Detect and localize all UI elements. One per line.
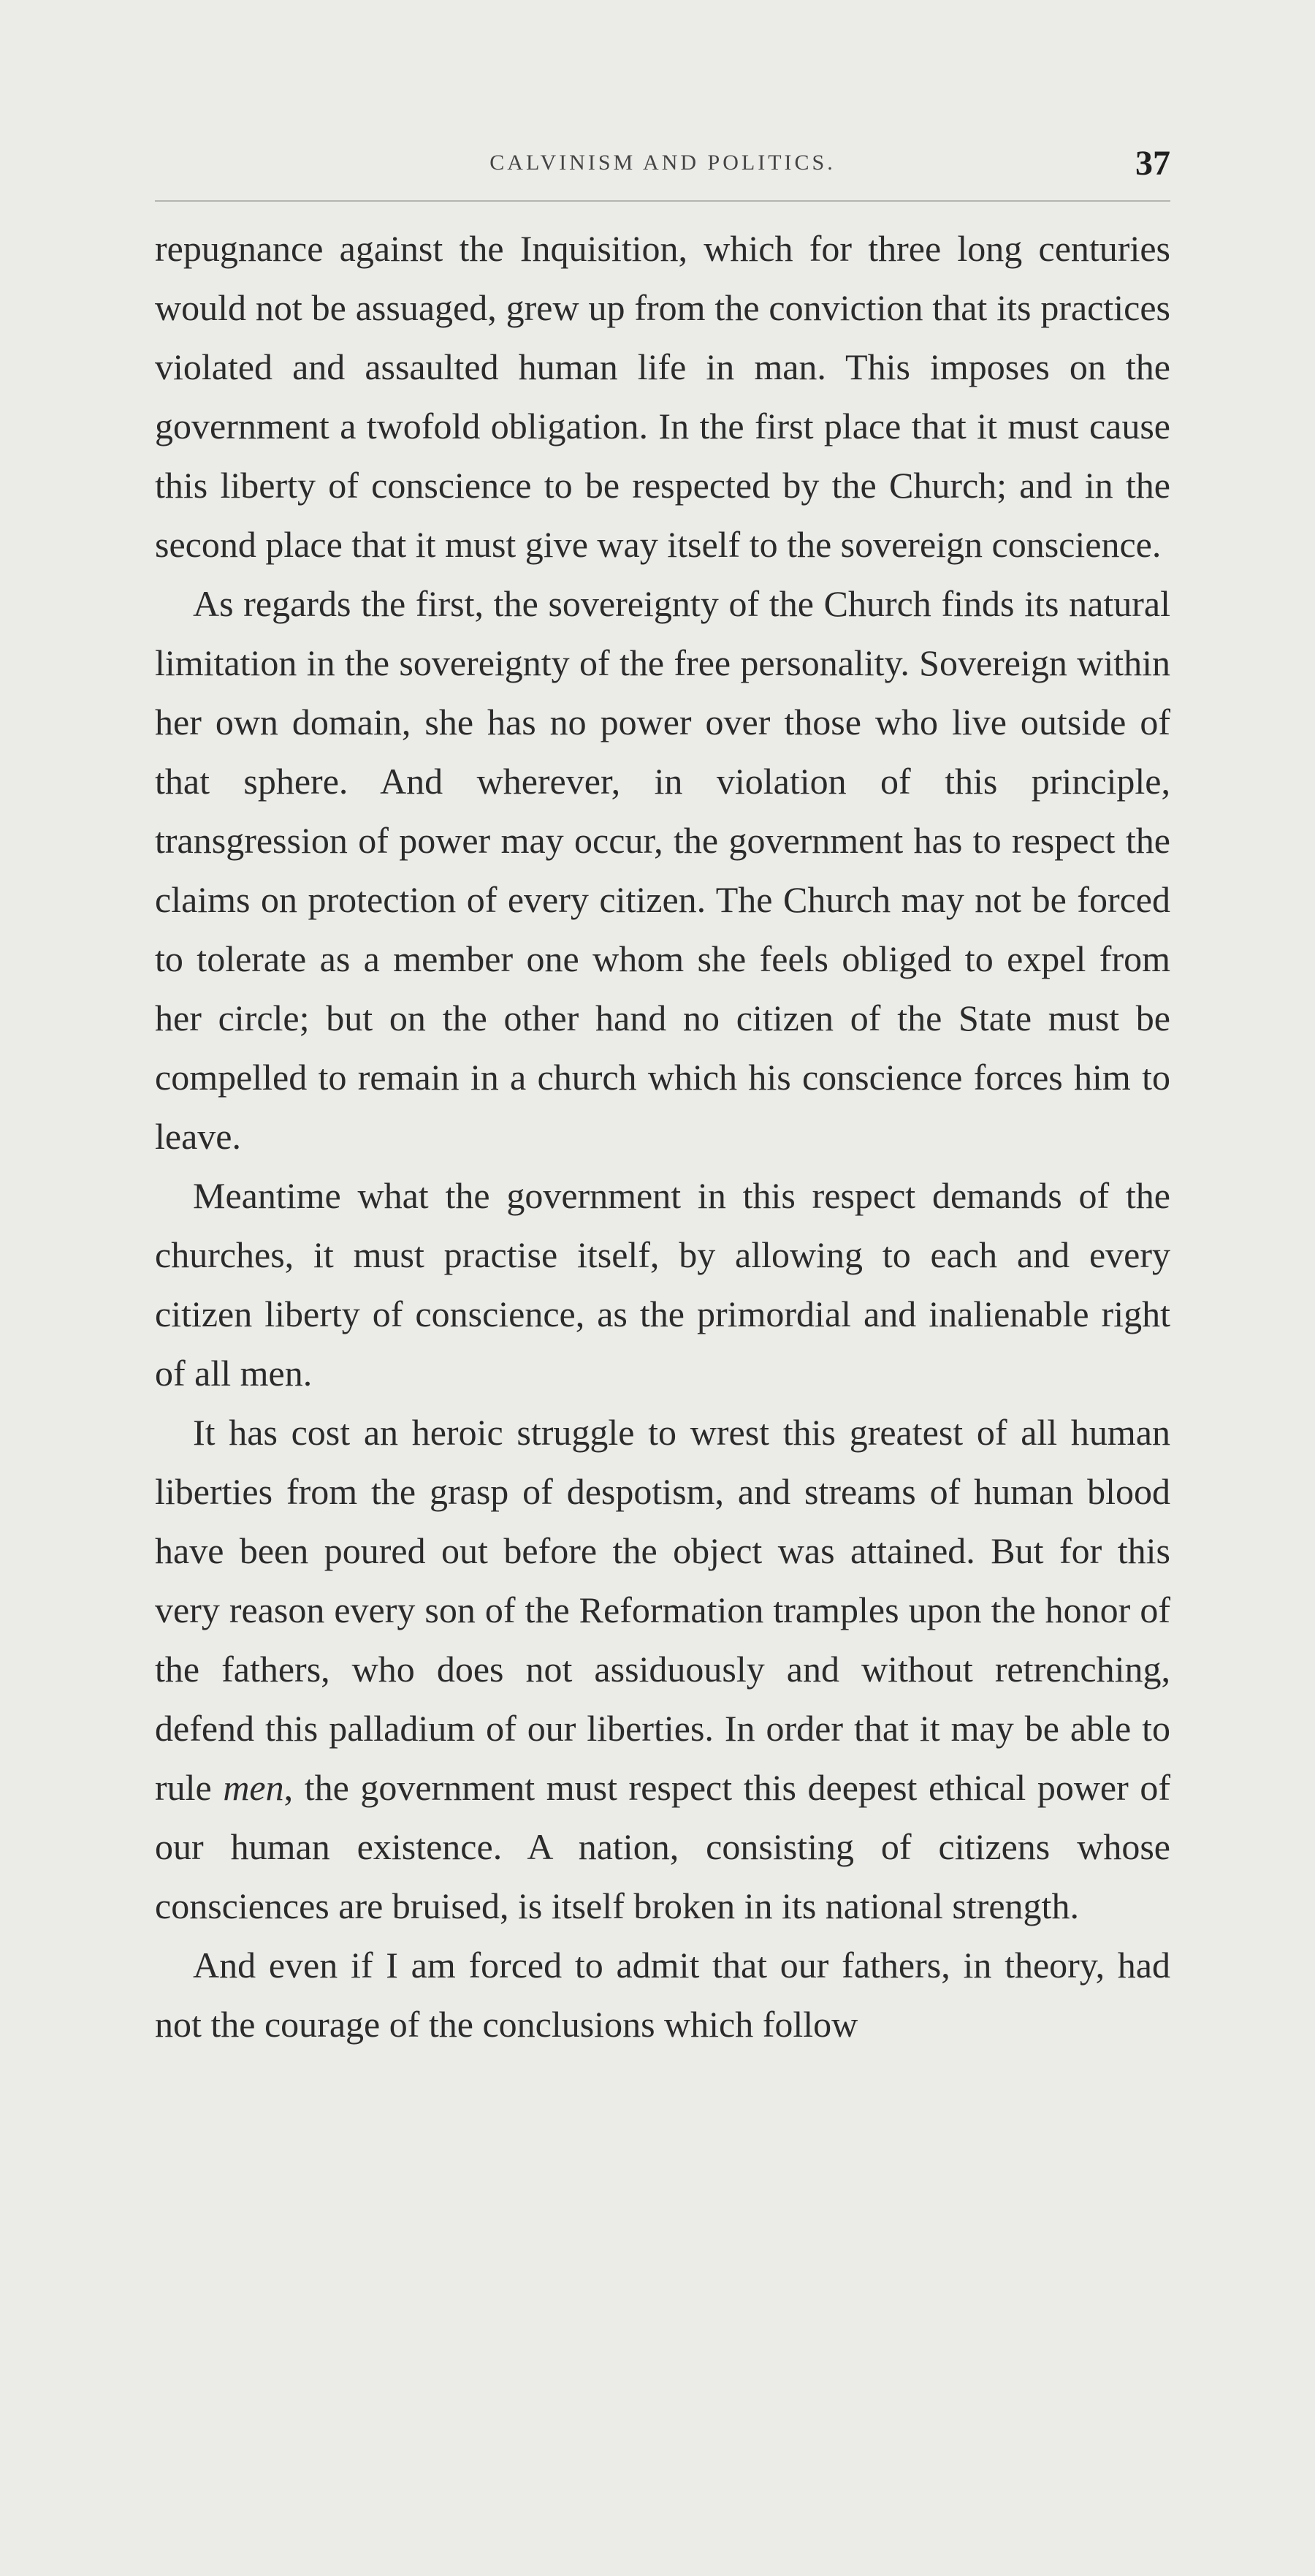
page-number: 37 <box>1135 144 1170 183</box>
emphasized-word: men <box>223 1767 284 1808</box>
header-rule <box>155 200 1170 202</box>
paragraph-1: repugnance against the Inquisition, which for three long centuries would not be assuaged, grew up from the conviction that its practices violated and assaulted human life in man. This imposes on the government a twofold obligation. In the first place that it must cause this liberty of conscience to be respected by the Church; and in the second place that it must give way itself to the sovereign conscience. <box>155 228 1170 565</box>
paragraph-4-part-2: , the government must respect this deepest ethical power of our human existence. A nation, consisting of citizens whose consciences are bruised, is itself broken in its national strength. <box>155 1767 1170 1926</box>
paragraph-4 <box>155 1403 1170 1936</box>
page-header <box>155 143 1170 187</box>
paragraph-4-part-1: It has cost an heroic struggle to wrest this greatest of all human liberties from the grasp of despotism, and streams of human blood have been poured out before the object was attained. But for this very reason every son of the Reformation tramples upon the honor of the fathers, who does not assiduously and without retrenching, defend this palladium of our liberties. In order that it may be able to rule <box>155 1412 1170 1808</box>
paragraph-3: Meantime what the government in this respect demands of the churches, it must practise itself, by allowing to each and every citizen liberty of conscience, as the primordial and inalienable right of all men. <box>155 1175 1170 1394</box>
running-head: CALVINISM AND POLITICS. <box>489 151 836 175</box>
paragraph-2: As regards the first, the sovereignty of the Church finds its natural limitation in the sovereignty of the free personality. Sovereign within her own domain, she has no power over those who live outside of that sphere. And wherever, in violation of this principle, transgression of power may occur, the government has to respect the claims on protection of every citizen. The Church may not be forced to tolerate as a member one whom she feels obliged to expel from her circle; but on the other hand no citizen of the State must be compelled to remain in a church which his conscience forces him to leave. <box>155 583 1170 1157</box>
paragraph-5: And even if I am forced to admit that our fathers, in theory, had not the courage of the conclusions which follow <box>155 1945 1170 2045</box>
body-text <box>155 219 1170 2054</box>
